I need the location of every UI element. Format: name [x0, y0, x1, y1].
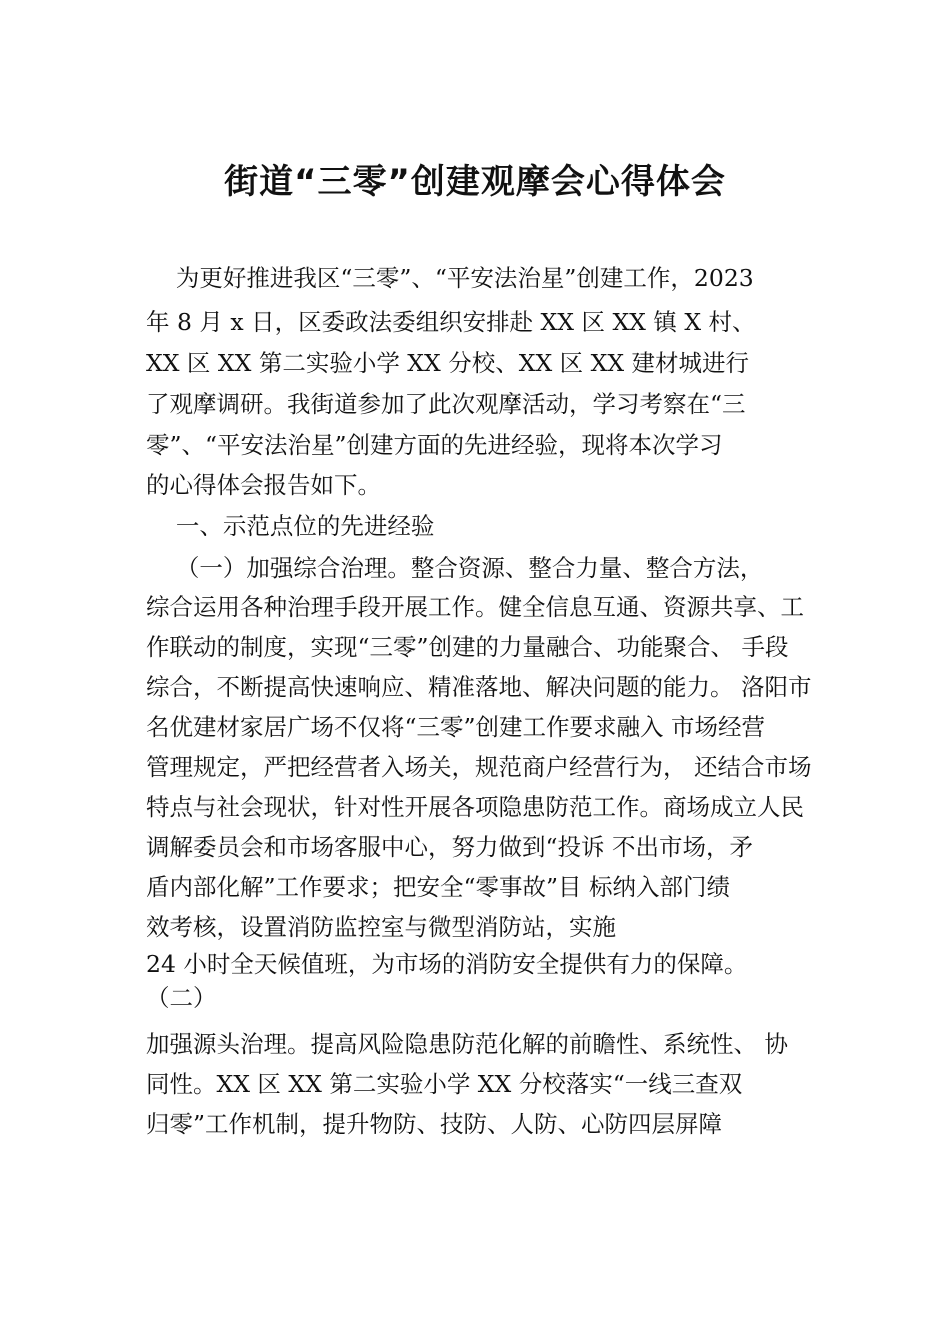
body-line: 综合运用各种治理手段开展工作。健全信息互通、资源共享、工: [146, 593, 804, 621]
body-line: 效考核，设置消防监控室与微型消防站，实施: [146, 913, 616, 941]
body-line: 调解委员会和市场客服中心，努力做到“投诉 不出市场，矛: [146, 833, 753, 861]
body-line: 加强源头治理。提高风险隐患防范化解的前瞻性、系统性、 协: [146, 1030, 788, 1058]
body-line: 同性。XX 区 XX 第二实验小学 XX 分校落实“一线三查双: [146, 1070, 743, 1098]
body-line: 的心得体会报告如下。: [146, 471, 381, 499]
body-line: 了观摩调研。我街道参加了此次观摩活动，学习考察在“三: [146, 390, 746, 418]
body-line: （一）加强综合治理。整合资源、整合力量、整合方法，: [146, 554, 764, 582]
body-line: 为更好推进我区“三零”、“平安法治星”创建工作，2023: [146, 264, 754, 292]
body-line: 零”、“平安法治星”创建方面的先进经验，现将本次学习: [146, 431, 723, 459]
body-line: 管理规定，严把经营者入场关，规范商户经营行为， 还结合市场: [146, 753, 812, 781]
section-heading: 一、示范点位的先进经验: [146, 512, 435, 540]
body-line: 盾内部化解”工作要求；把安全“零事故”目 标纳入部门绩: [146, 873, 731, 901]
subsection-marker: （二）: [146, 984, 217, 1012]
document-title: 街道“三零”创建观摩会心得体会: [224, 162, 726, 202]
body-line: 名优建材家居广场不仅将“三零”创建工作要求融入 市场经营: [146, 713, 765, 741]
body-line: XX 区 XX 第二实验小学 XX 分校、XX 区 XX 建材城进行: [146, 349, 750, 377]
body-line: 综合，不断提高快速响应、精准落地、解决问题的能力。 洛阳市: [146, 673, 812, 701]
body-line: 特点与社会现状，针对性开展各项隐患防范工作。商场成立人民: [146, 793, 804, 821]
body-line: 年 8 月 x 日，区委政法委组织安排赴 XX 区 XX 镇 X 村、: [146, 308, 756, 336]
body-line: 24 小时全天候值班，为市场的消防安全提供有力的保障。: [146, 950, 748, 978]
body-line: 归零”工作机制，提升物防、技防、人防、心防四层屏障: [146, 1110, 723, 1138]
body-line: 作联动的制度，实现“三零”创建的力量融合、功能聚合、 手段: [146, 633, 789, 661]
